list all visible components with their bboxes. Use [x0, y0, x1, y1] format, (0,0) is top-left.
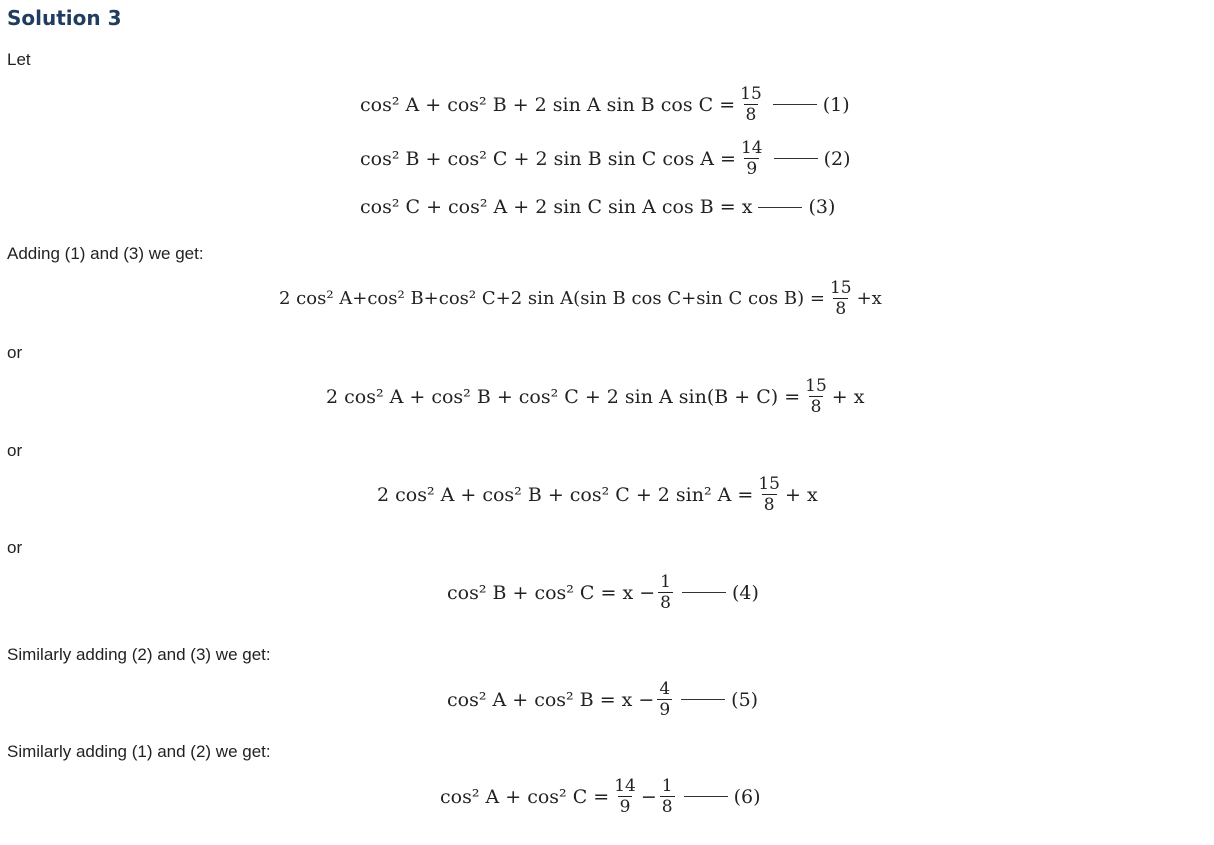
- equation-2-tag: (2): [823, 147, 851, 170]
- leader-line: [773, 104, 817, 105]
- leader-line: [774, 158, 818, 159]
- equation-3-tag: (3): [808, 196, 836, 218]
- equation-2-lhs: cos² B + cos² C + 2 sin B sin C cos A =: [360, 147, 736, 170]
- denominator: 8: [660, 593, 671, 613]
- numerator: 14: [740, 138, 763, 158]
- paragraph-or-2: or: [7, 441, 23, 460]
- equation-4-lhs: 2 cos² A+cos² B+cos² C+2 sin A(sin B cos C+sin C cos B) =: [279, 288, 825, 309]
- denominator: 8: [810, 397, 822, 417]
- equation-7: [447, 572, 759, 613]
- equation-7-lhs: cos² B + cos² C = x −: [447, 581, 656, 604]
- solution-heading: Solution 3: [7, 6, 122, 30]
- equation-6: [377, 474, 818, 515]
- denominator: 9: [659, 700, 671, 720]
- denominator: 8: [661, 797, 673, 817]
- numerator: 15: [805, 376, 827, 396]
- leader-line: [681, 699, 725, 700]
- equation-2: [360, 138, 851, 179]
- equation-3-lhs: cos² C + cos² A + 2 sin C sin A cos B = x: [360, 196, 753, 218]
- equation-9-lhs: cos² A + cos² C =: [440, 785, 610, 808]
- equation-4: [279, 278, 882, 319]
- equation-9-tag: (6): [733, 785, 761, 808]
- fraction: [660, 776, 675, 817]
- fraction: [828, 278, 854, 319]
- leader-line: [758, 207, 802, 208]
- paragraph-adding-1-3: Adding (1) and (3) we get:: [7, 244, 204, 263]
- fraction: [658, 572, 673, 613]
- equation-8-tag: (5): [731, 688, 759, 711]
- leader-line: [684, 796, 728, 797]
- paragraph-adding-1-2: Similarly adding (1) and (2) we get:: [7, 742, 271, 761]
- equation-8-lhs: cos² A + cos² B = x −: [447, 688, 655, 711]
- numerator: 15: [758, 474, 780, 494]
- minus-sign: −: [640, 785, 657, 808]
- fraction: [657, 679, 672, 720]
- paragraph-let: Let: [7, 50, 31, 69]
- equation-5: [326, 376, 864, 417]
- denominator: 8: [745, 105, 757, 125]
- equation-8: [447, 679, 758, 720]
- paragraph-or-3: or: [7, 538, 23, 557]
- equation-6-lhs: 2 cos² A + cos² B + cos² C + 2 sin² A =: [377, 483, 754, 506]
- equation-3: [360, 196, 835, 218]
- equation-4-rhs: +x: [856, 288, 882, 309]
- equation-5-lhs: 2 cos² A + cos² B + cos² C + 2 sin A sin(B + C) =: [326, 385, 801, 408]
- denominator: 8: [763, 495, 775, 515]
- numerator: 15: [829, 278, 852, 298]
- denominator: 8: [835, 299, 847, 319]
- numerator: 1: [660, 572, 671, 592]
- leader-line: [682, 592, 726, 593]
- fraction: [738, 84, 764, 125]
- equation-7-tag: (4): [731, 581, 759, 604]
- fraction: [612, 776, 638, 817]
- denominator: 9: [619, 797, 631, 817]
- equation-5-rhs: + x: [831, 385, 865, 408]
- equation-9: [440, 776, 761, 817]
- equation-1-lhs: cos² A + cos² B + 2 sin A sin B cos C =: [360, 93, 736, 116]
- denominator: 9: [746, 159, 758, 179]
- fraction: [739, 138, 765, 179]
- paragraph-adding-2-3: Similarly adding (2) and (3) we get:: [7, 645, 271, 664]
- numerator: 1: [661, 776, 673, 796]
- paragraph-or-1: or: [7, 343, 23, 362]
- numerator: 15: [740, 84, 762, 104]
- fraction: [756, 474, 782, 515]
- fraction: [803, 376, 829, 417]
- equation-1-tag: (1): [822, 93, 850, 116]
- equation-1: [360, 84, 850, 125]
- numerator: 4: [659, 679, 671, 699]
- numerator: 14: [614, 776, 636, 796]
- equation-6-rhs: + x: [784, 483, 818, 506]
